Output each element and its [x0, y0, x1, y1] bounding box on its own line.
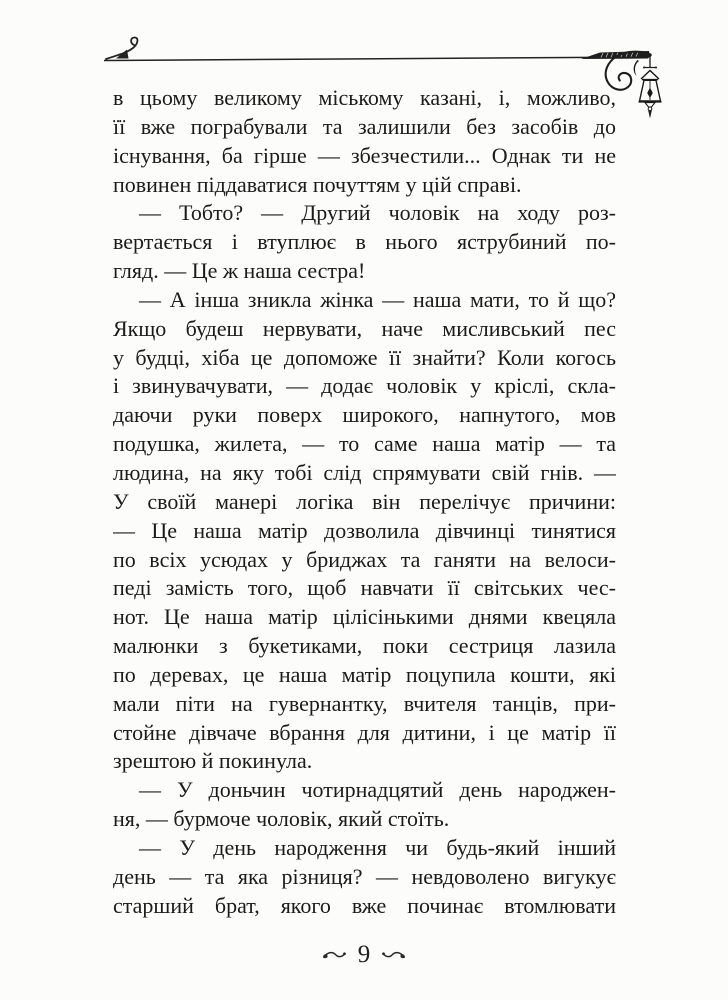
text-line: — Це наша матір дозволила дівчинці тинятися: [113, 517, 616, 543]
text-line: зрештою й покинула.: [113, 748, 313, 774]
text-line: нот. Це наша матір цілісінькими днями квецяла: [113, 604, 616, 630]
header-rule: [104, 57, 649, 61]
text-line: — Тобто? — Другий чоловік на ходу роз-: [139, 200, 616, 226]
text-line: вертається і втуплює в нього яструбиний по-: [113, 229, 616, 255]
street-lamp-icon: [639, 53, 662, 118]
footer-flourish-left-icon: [321, 948, 347, 962]
text-line: ня, — бурмоче чоловік, який стоїть.: [113, 806, 450, 832]
text-line: малюнки з букетиками, поки сестриця лазила: [113, 633, 616, 659]
body-text: [113, 84, 616, 920]
footer: [0, 938, 728, 972]
text-line: по всіх усюдах у бриджах та ганяти на велоси-: [113, 546, 616, 572]
header-left-flourish-icon: [106, 38, 137, 60]
text-line: старший брат, якого вже починає втомлювати: [113, 892, 616, 918]
text-line: — У день народження чи будь-який інший: [139, 834, 616, 860]
page-number: 9: [357, 941, 371, 968]
text-line: в цьому великому міському казані, і, можливо,: [113, 85, 616, 110]
text-line: — А інша зникла жінка — наша мати, то й що?: [139, 286, 616, 312]
text-line: по деревах, це наша матір поцупила кошти, які: [113, 661, 616, 687]
text-line: людина, на яку тобі слід спрямувати свій гнів. —: [113, 459, 616, 485]
text-line: У своїй манері логіка він перелічує причини:: [113, 488, 616, 514]
text-line: подушка, жилета, — то саме наша матір — та: [113, 431, 616, 457]
text-line: у будці, хіба це допоможе її знайти? Коли когось: [113, 344, 616, 370]
text-line: Якщо будеш нервувати, наче мисливський пес: [113, 315, 616, 341]
text-line: педі замість того, щоб навчати її світських чес-: [113, 575, 616, 601]
text-line: повинен піддаватися почуттям у цій справі.: [113, 171, 522, 197]
footer-flourish-right-icon: [381, 948, 407, 962]
text-line: її вже пограбували та залишили без засобів до: [113, 113, 616, 139]
text-line: гляд. — Це ж наша сестра!: [113, 258, 366, 284]
text-line: стойне дівчаче вбрання для дитини, і це матір її: [113, 719, 616, 745]
text-line: мали піти на гувернантку, вчителя танців, при-: [113, 690, 616, 716]
text-line: даючи руки поверх широкого, напнутого, мов: [113, 402, 616, 428]
text-line: — У доньчин чотирнадцятий день народжен-: [139, 777, 616, 803]
text-line: день — та яка різниця? — невдоволено вигукує: [113, 863, 616, 889]
text-line: існування, ба гірше — збезчестили... Однак ти не: [113, 142, 616, 168]
text-line: і звинувачувати, — додає чоловік у кріслі, скла-: [113, 373, 616, 399]
